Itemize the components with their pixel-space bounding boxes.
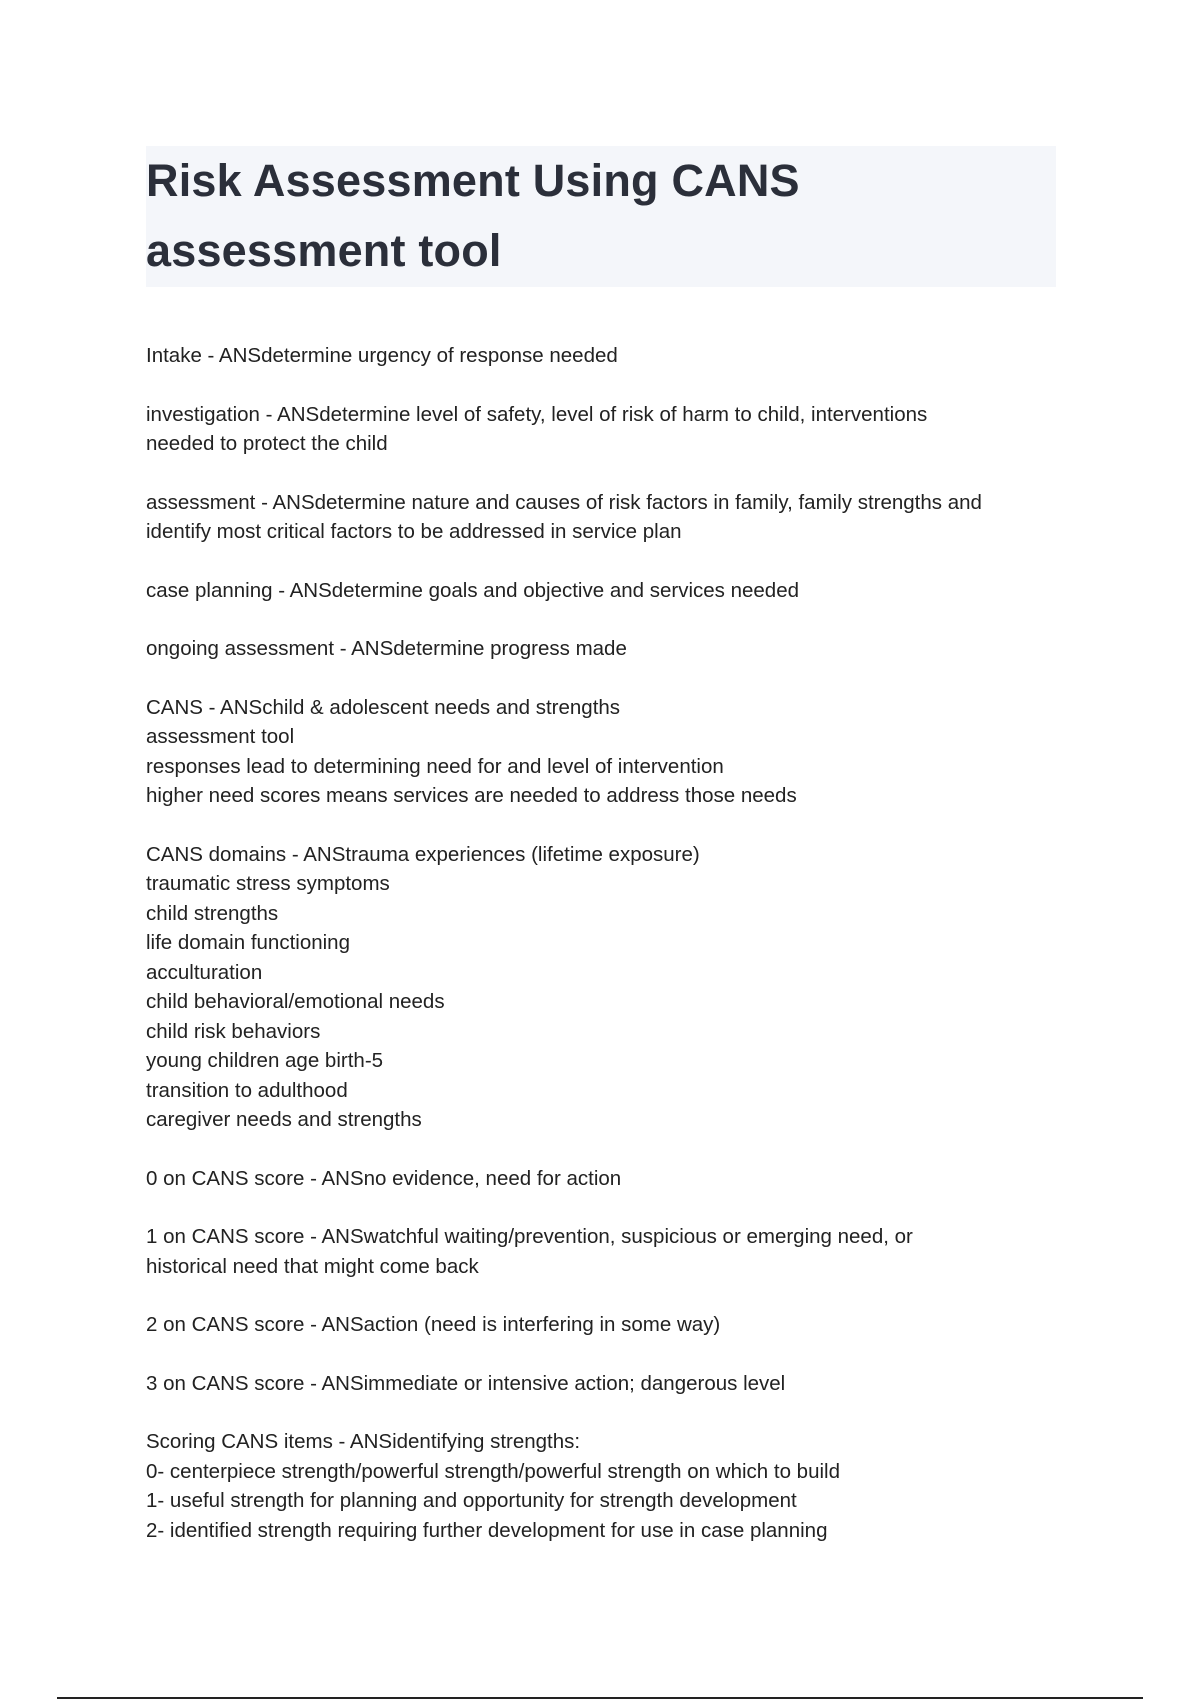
entry-line: 0 on CANS score - ANSno evidence, need for action: [146, 1166, 622, 1190]
flashcard-entry: [146, 1369, 1066, 1399]
page-title: [146, 146, 1056, 286]
entry-line: child strengths: [146, 901, 279, 925]
flashcard-entry: [146, 693, 1066, 811]
title-line: assessment tool: [146, 225, 502, 276]
entry-line: traumatic stress symptoms: [146, 872, 390, 895]
entry-line: 2- identified strength requiring further development for use in case planning: [146, 1518, 828, 1542]
flashcard-entry: [146, 576, 1066, 606]
entry-line: case planning - ANSdetermine goals and objective and services needed: [146, 578, 799, 602]
flashcard-entry: [146, 840, 1066, 1135]
flashcard-entry: [146, 634, 1066, 664]
title-banner: [146, 146, 1056, 287]
entry-line: 0- centerpiece strength/powerful strength/powerful strength on which to build: [146, 1459, 840, 1483]
entry-line: Scoring CANS items - ANSidentifying strengths:: [146, 1430, 581, 1453]
entry-line: 2 on CANS score - ANSaction (need is interfering in some way): [146, 1313, 721, 1336]
entry-line: 1 on CANS score - ANSwatchful waiting/prevention, suspicious or emerging need, or: [146, 1225, 913, 1248]
entry-line: caregiver needs and strengths: [146, 1108, 422, 1131]
flashcard-entry: [146, 1427, 1066, 1545]
footer-divider: [57, 1697, 1143, 1699]
entry-line: ongoing assessment - ANSdetermine progress made: [146, 637, 627, 660]
title-line: Risk Assessment Using CANS: [146, 155, 800, 206]
entry-line: young children age birth-5: [146, 1049, 384, 1072]
entry-line: needed to protect the child: [146, 432, 388, 455]
entry-line: identify most critical factors to be addressed in service plan: [146, 520, 682, 543]
entry-line: CANS domains - ANStrauma experiences (lifetime exposure): [146, 842, 700, 866]
flashcard-entry: [146, 1164, 1066, 1194]
entry-line: Intake - ANSdetermine urgency of response needed: [146, 344, 618, 367]
entry-line: acculturation: [146, 960, 263, 984]
entry-line: 1- useful strength for planning and opportunity for strength development: [146, 1489, 797, 1512]
entry-line: assessment tool: [146, 725, 295, 748]
flashcard-entry: [146, 400, 1066, 459]
entry-line: assessment - ANSdetermine nature and causes of risk factors in family, family strengths and: [146, 490, 982, 514]
flashcard-entry: [146, 1310, 1066, 1340]
flashcard-entry: [146, 488, 1066, 547]
entry-line: investigation - ANSdetermine level of safety, level of risk of harm to child, interventions: [146, 402, 928, 426]
entry-line: higher need scores means services are needed to address those needs: [146, 784, 797, 807]
entry-line: transition to adulthood: [146, 1078, 348, 1102]
entry-line: child risk behaviors: [146, 1019, 321, 1043]
entry-line: 3 on CANS score - ANSimmediate or intensive action; dangerous level: [146, 1371, 786, 1395]
entry-line: historical need that might come back: [146, 1254, 479, 1278]
flashcard-entry: [146, 1222, 1066, 1281]
entry-line: CANS - ANSchild & adolescent needs and strengths: [146, 695, 621, 719]
entry-line: child behavioral/emotional needs: [146, 990, 445, 1013]
entry-line: responses lead to determining need for and level of intervention: [146, 754, 724, 778]
entry-line: life domain functioning: [146, 931, 350, 954]
flashcard-list: [146, 341, 1066, 1574]
flashcard-entry: [146, 341, 1066, 371]
